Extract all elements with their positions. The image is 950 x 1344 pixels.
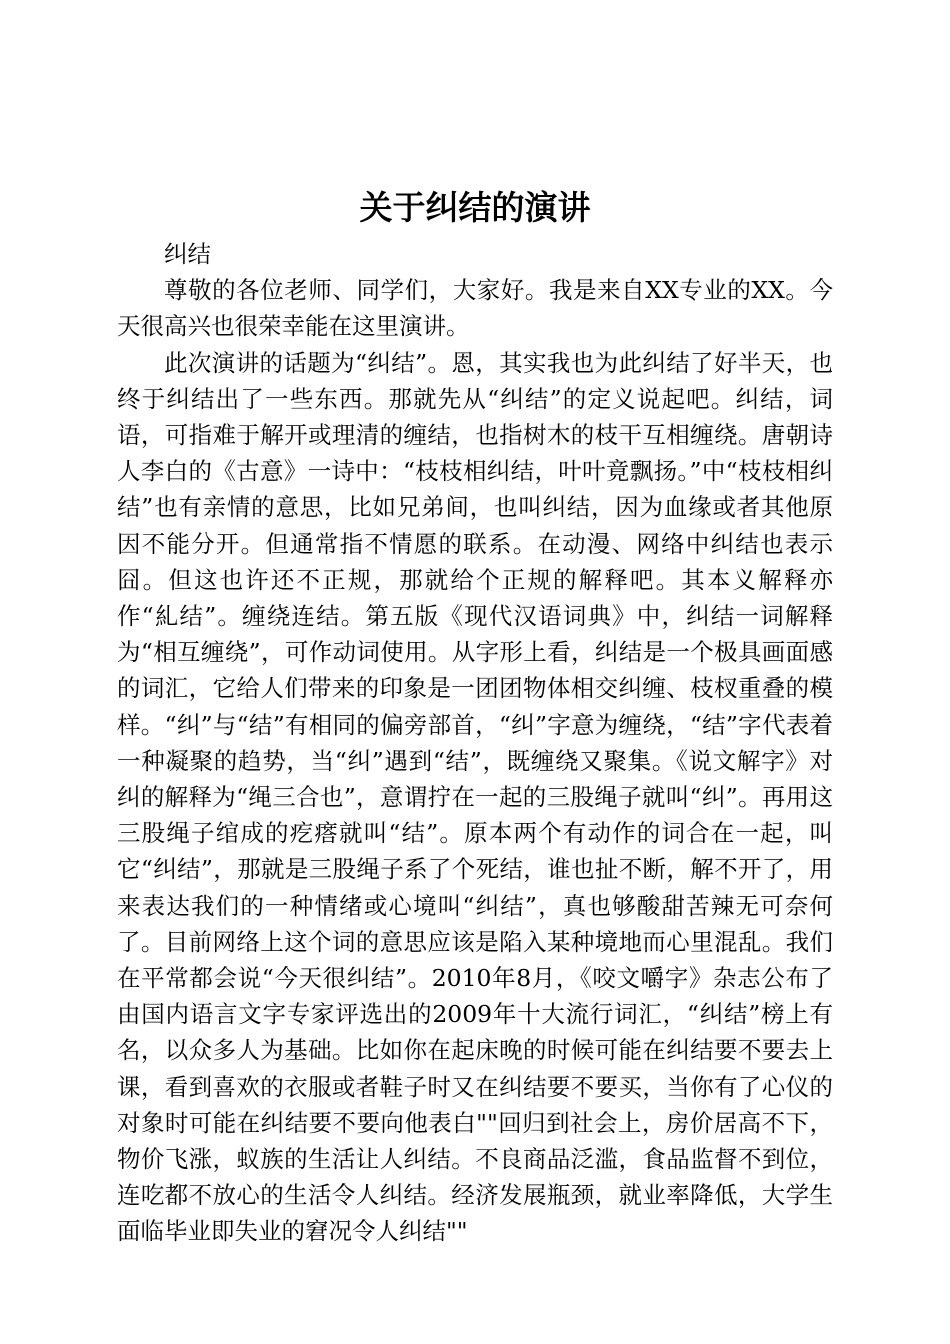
paragraph-greeting: 尊敬的各位老师、同学们，大家好。我是来自XX专业的XX。今天很高兴也很荣幸能在这里演讲。 — [117, 276, 833, 341]
paragraph-main: 此次演讲的话题为“纠结”。恩，其实我也为此纠结了好半天，也终于纠结出了一些东西。那就先从“纠结”的定义说起吧。纠结，词语，可指难于解开或理清的缠结，也指树木的枝干互相缠绕。唐朝诗人李白的《古意》一诗中：“枝枝相纠结，叶叶竟飘扬。”中“枝枝相纠结”也有亲情的意思，比如兄弟间，也叫纠结，因为血缘或者其他原因不能分开。但通常指不情愿的联系。在动漫、网络中纠结也表示囧。但这也许还不正规，那就给个正规的解释吧。其本义解释亦作“糺结”。缠绕连结。第五版《现代汉语词典》中，纠结一词解释为“相互缠绕”，可作动词使用。从字形上看，纠结是一个极具画面感的词汇，它给人们带来的印象是一团团物体相交纠缠、枝杈重叠的模样。“纠”与“结”有相同的偏旁部首，“纠”字意为缠绕，“结”字代表着一种凝聚的趋势，当“纠”遇到“结”，既缠绕又聚集。《说文解字》对纠的解释为“绳三合也”，意谓拧在一起的三股绳子就叫“纠”。再用这三股绳子绾成的疙瘩就叫“结”。原本两个有动作的词合在一起，叫它“纠结”，那就是三股绳子系了个死结，谁也扯不断，解不开了，用来表达我们的一种情绪或心境叫“纠结”，真也够酸甜苦辣无可奈何了。目前网络上这个词的意思应该是陷入某种境地而心里混乱。我们在平常都会说“今天很纠结”。2010年8月，《咬文嚼字》杂志公布了由国内语言文字专家评选出的2009年十大流行词汇，“纠结”榜上有名，以众多人为基础。比如你在起床晚的时候可能在纠结要不要去上课，看到喜欢的衣服或者鞋子时又在纠结要不要买，当你有了心仪的对象时可能在纠结要不要向他表白""回归到社会上，房价居高不下，物价飞涨，蚁族的生活让人纠结。不良商品泛滥，食品监督不到位，连吃都不放心的生活令人纠结。经济发展瓶颈，就业率降低，大学生面临毕业即失业的窘况令人纠结"" — [117, 348, 833, 1246]
paragraph-subtitle: 纠结 — [164, 240, 211, 268]
document-body — [117, 236, 833, 1250]
document-title: 关于纠结的演讲 — [359, 188, 591, 227]
